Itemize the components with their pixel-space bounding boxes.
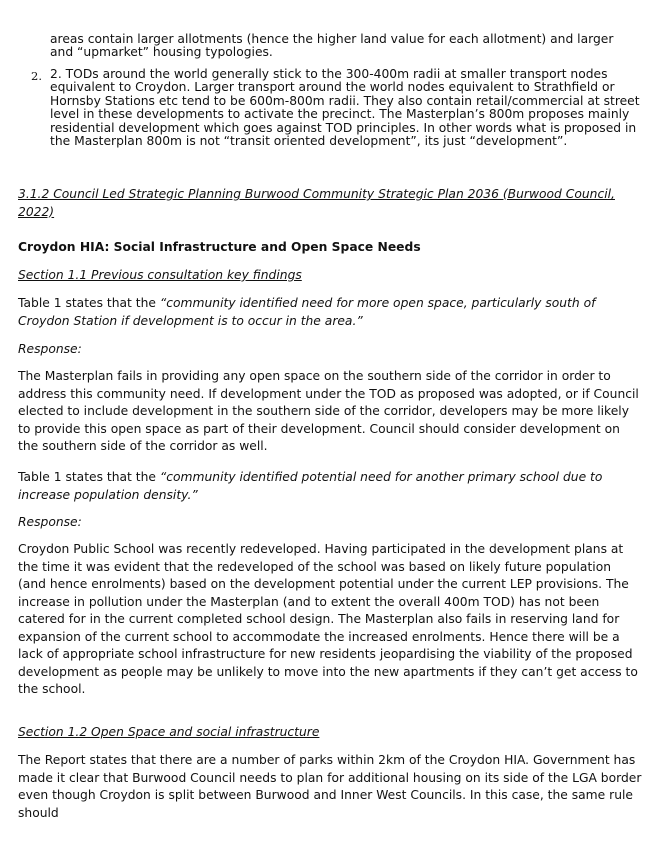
list-item-tod-radii: 2. TODs around the world generally stick to the 300-400m radii at smaller transport nodes equivalent to Croydon. Larger transport around the world nodes equivalent to Strathfield or Hornsby Stations etc tend to be 600m-800m radii. They also contain retail/commercial at street level in these developments to activate the precinct. The Masterplan’s 800m proposes mainly residential development which goes against TOD principles. In other words what is proposed in the Masterplan 800m is not “transit oriented development”, its just “development”. (50, 67, 640, 149)
section-12-heading: Section 1.2 Open Space and social infrastructure (18, 725, 320, 739)
table1-need-open-space (18, 295, 642, 330)
section-312-heading: 3.1.2 Council Led Strategic Planning Burwood Community Strategic Plan 2036 (Burwood Council, 2022) (18, 187, 615, 219)
response-label: Response: (18, 515, 82, 529)
list-item-number: 2. (31, 69, 42, 83)
continuation-paragraph: areas contain larger allotments (hence the higher land value for each allotment) and larger and “upmarket” housing typologies. (50, 32, 614, 60)
report-paragraph: The Report states that there are a number of parks within 2km of the Croydon HIA. Government has made it clear that Burwood Council needs to plan for additional housing on its side of the LGA border even though Croydon is split between Burwood and Inner West Councils. In this case, the same rule should (18, 753, 642, 820)
table1-prefix: Table 1 states that the (18, 470, 160, 484)
table1-need-school (18, 469, 642, 504)
response-school: Croydon Public School was recently redeveloped. Having participated in the development plans at the time it was evident that the redeveloped of the school was based on likely future population (and hence enrolments) based on the development potential under the current LEP provisions. The increase in pollution under the Masterplan (and to extent the overall 400m TOD) has not been catered for in the current completed school design. The Masterplan also fails in reserving land for expansion of the current school to accommodate the increased enrolments. Hence there will be a lack of appropriate school infrastructure for new residents jeopardising the viability of the proposed development as people may be unlikely to move into the new apartments if they can’t get access to the school. (18, 542, 638, 696)
table1-quote: “community identified need for more open space, particularly south of Croydon Station if development is to occur in the area.” (18, 296, 596, 328)
response-open-space: The Masterplan fails in providing any open space on the southern side of the corridor in order to address this community need. If development under the TOD as proposed was adopted, or if Council elected to include development in the southern side of the corridor, developers may be more likely to provide this open space as part of their development. Council should consider development on the southern side of the corridor as well. (18, 369, 639, 453)
table1-prefix: Table 1 states that the (18, 296, 160, 310)
hia-heading: Croydon HIA: Social Infrastructure and Open Space Needs (18, 240, 421, 254)
table1-quote: “community identified potential need for another primary school due to increase population density.” (18, 470, 603, 502)
response-label: Response: (18, 342, 82, 356)
section-11-heading: Section 1.1 Previous consultation key findings (18, 268, 302, 282)
